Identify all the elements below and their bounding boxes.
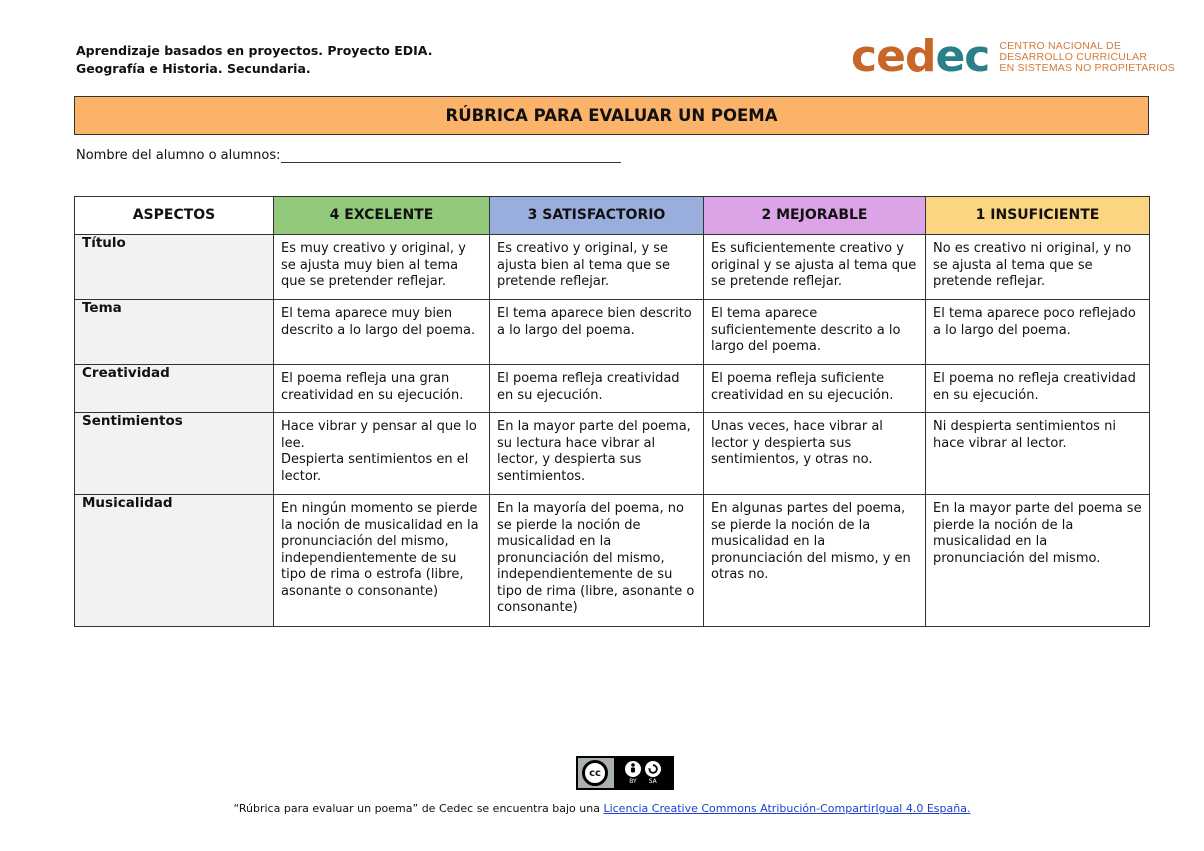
by-label: BY	[629, 778, 637, 785]
table-row	[75, 235, 1150, 300]
table-row	[75, 495, 1150, 627]
document-header	[76, 42, 432, 78]
header-satisfactorio: 3 SATISFACTORIO	[490, 197, 704, 235]
student-name-field[interactable]	[281, 149, 621, 163]
table-row	[75, 300, 1150, 365]
table-cell: El poema refleja suficiente creatividad en su ejecución.	[704, 365, 926, 413]
rubric-table	[74, 196, 1150, 627]
table-cell: Hace vibrar y pensar al que lo lee. Despierta sentimientos en el lector.	[274, 413, 490, 495]
table-cell: El tema aparece poco reflejado a lo largo del poema.	[926, 300, 1150, 365]
sa-label: SA	[648, 778, 657, 785]
table-cell: En la mayoría del poema, no se pierde la noción de musicalidad en la pronunciación del mismo, independientemente de su tipo de rima (libre, asonante o consonante)	[490, 495, 704, 627]
table-cell: El poema refleja una gran creatividad en su ejecución.	[274, 365, 490, 413]
table-cell: En la mayor parte del poema se pierde la noción de la musicalidad en la pronunciación del mismo.	[926, 495, 1150, 627]
share-alike-icon	[645, 761, 661, 777]
license-link[interactable]: Licencia Creative Commons Atribución-CompartirIgual 4.0 España.	[603, 802, 971, 815]
table-row	[75, 365, 1150, 413]
aspect-tema: Tema	[75, 300, 274, 365]
aspect-musicalidad: Musicalidad	[75, 495, 274, 627]
table-cell: Ni despierta sentimientos ni hace vibrar al lector.	[926, 413, 1150, 495]
rubric-title: RÚBRICA PARA EVALUAR UN POEMA	[74, 96, 1149, 135]
header-excelente: 4 EXCELENTE	[274, 197, 490, 235]
attribution-icon	[625, 761, 641, 777]
cedec-logo	[851, 31, 1175, 82]
header-insuficiente: 1 INSUFICIENTE	[926, 197, 1150, 235]
license-notice	[0, 802, 1204, 815]
rubric-header-row	[75, 197, 1150, 235]
table-cell: El poema no refleja creatividad en su ejecución.	[926, 365, 1150, 413]
aspect-titulo: Título	[75, 235, 274, 300]
cc-icon: cc	[582, 760, 608, 786]
aspect-sentimientos: Sentimientos	[75, 413, 274, 495]
table-cell: Es suficientemente creativo y original y se ajusta al tema que se pretende reflejar.	[704, 235, 926, 300]
table-cell: En ningún momento se pierde la noción de musicalidad en la pronunciación del mismo, independientemente de su tipo de rima o estrofa (libre, asonante o consonante)	[274, 495, 490, 627]
cedec-wordmark: cedec	[851, 31, 990, 82]
student-name-line	[76, 148, 621, 163]
student-name-label: Nombre del alumno o alumnos:	[76, 148, 281, 163]
table-cell: En la mayor parte del poema, su lectura hace vibrar al lector, y despierta sus sentimientos.	[490, 413, 704, 495]
license-prefix: “Rúbrica para evaluar un poema” de Cedec se encuentra bajo una	[233, 802, 604, 815]
table-cell: Unas veces, hace vibrar al lector y despierta sus sentimientos, y otras no.	[704, 413, 926, 495]
aspect-creatividad: Creatividad	[75, 365, 274, 413]
header-aspectos: ASPECTOS	[75, 197, 274, 235]
cedec-logo-text: CENTRO NACIONAL DE DESARROLLO CURRICULAR EN SISTEMAS NO PROPIETARIOS	[999, 39, 1175, 74]
table-cell: El tema aparece suficientemente descrito a lo largo del poema.	[704, 300, 926, 365]
header-line-project: Aprendizaje basados en proyectos. Proyecto EDIA.	[76, 43, 433, 58]
table-cell: El tema aparece muy bien descrito a lo largo del poema.	[274, 300, 490, 365]
table-cell: Es muy creativo y original, y se ajusta muy bien al tema que se pretender reflejar.	[274, 235, 490, 300]
table-cell: El poema refleja creatividad en su ejecución.	[490, 365, 704, 413]
table-row	[75, 413, 1150, 495]
header-mejorable: 2 MEJORABLE	[704, 197, 926, 235]
table-cell: En algunas partes del poema, se pierde la noción de la musicalidad en la pronunciación del mismo, y en otras no.	[704, 495, 926, 627]
table-cell: Es creativo y original, y se ajusta bien al tema que se pretende reflejar.	[490, 235, 704, 300]
header-line-subject: Geografía e Historia. Secundaria.	[76, 61, 311, 76]
table-cell: No es creativo ni original, y no se ajusta al tema que se pretende reflejar.	[926, 235, 1150, 300]
table-cell: El tema aparece bien descrito a lo largo del poema.	[490, 300, 704, 365]
creative-commons-badge[interactable]	[576, 756, 674, 790]
